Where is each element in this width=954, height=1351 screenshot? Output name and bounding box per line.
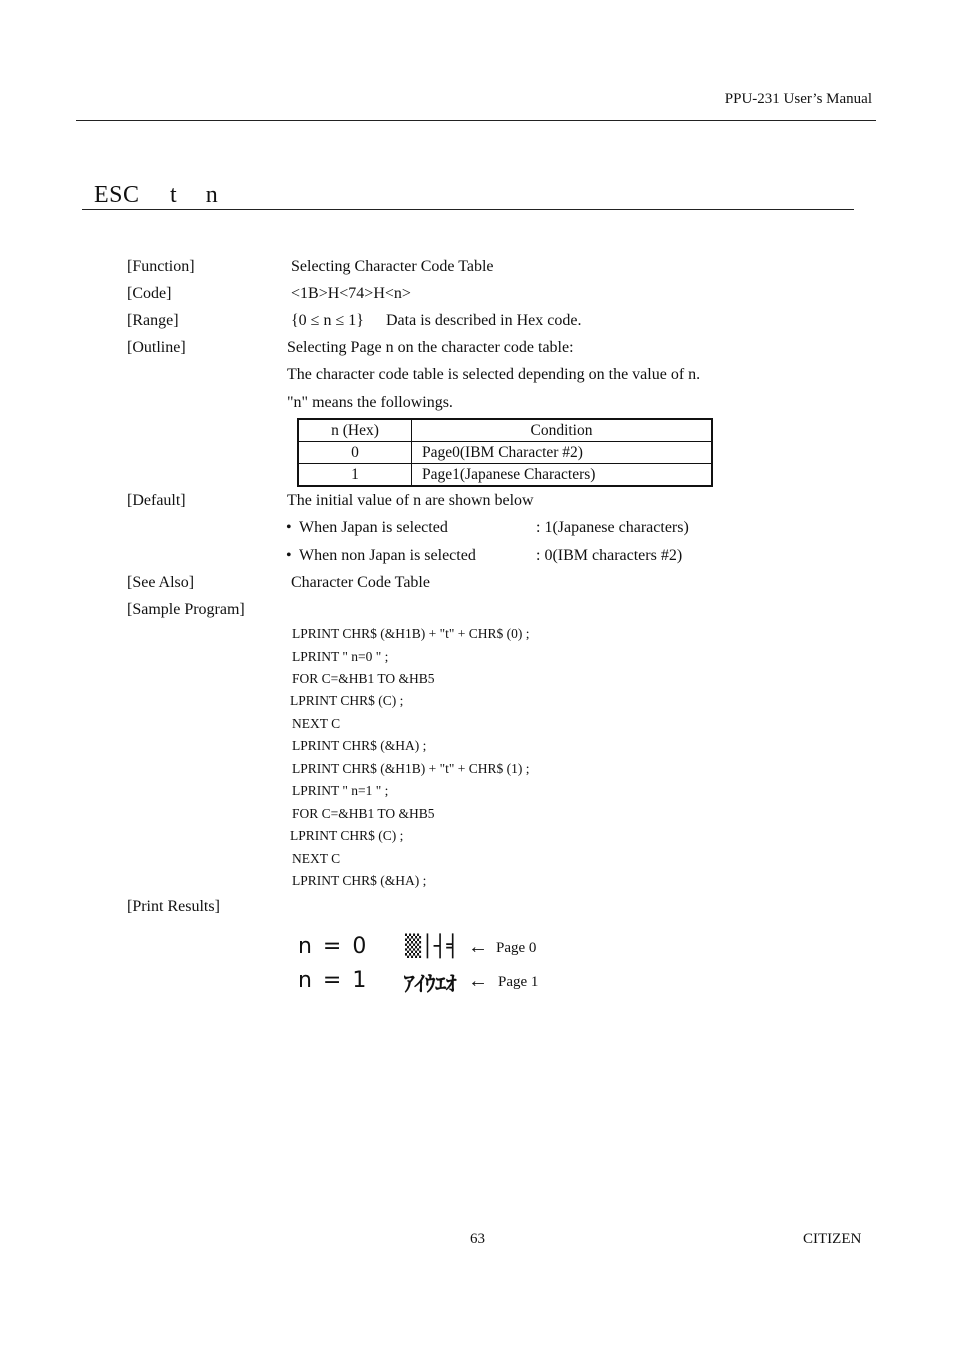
result-label-n1: n = 1 bbox=[298, 968, 369, 993]
code-line: LPRINT " n=0 " ; bbox=[292, 649, 389, 664]
title-n: n bbox=[205, 182, 219, 208]
left-arrow-icon: ← bbox=[468, 970, 488, 992]
see-also-label: [See Also] bbox=[127, 574, 195, 591]
title-t: t bbox=[170, 182, 178, 208]
code-line: LPRINT CHR$ (C) ; bbox=[290, 693, 404, 708]
code-line: FOR C=&HB1 TO &HB5 bbox=[292, 671, 435, 686]
result-page-label-1: Page 1 bbox=[498, 974, 539, 990]
table-cell-condition: Page0(IBM Character #2) bbox=[412, 442, 713, 464]
table-row bbox=[298, 464, 712, 487]
result-glyphs-page0: ▒│┤╡ bbox=[405, 934, 460, 958]
outline-line-1: Selecting Page n on the character code table: bbox=[287, 339, 574, 356]
default-value-japan: : 1(Japanese characters) bbox=[536, 519, 689, 536]
page-number: 63 bbox=[470, 1231, 485, 1247]
table-cell-n: 1 bbox=[298, 464, 412, 487]
code-line: LPRINT CHR$ (&H1B) + "t" + CHR$ (0) ; bbox=[292, 626, 530, 641]
result-glyphs-page1: ｱｲｳｴｵ bbox=[404, 972, 457, 996]
brand-name: CITIZEN bbox=[803, 1231, 862, 1247]
table-cell-condition: Page1(Japanese Characters) bbox=[412, 464, 713, 487]
sample-program-label: [Sample Program] bbox=[127, 601, 245, 618]
n-value-table bbox=[297, 418, 713, 487]
outline-line-3: "n" means the followings. bbox=[287, 394, 453, 411]
default-intro: The initial value of n are shown below bbox=[287, 492, 534, 509]
section-title bbox=[94, 182, 218, 209]
title-esc: ESC bbox=[94, 182, 140, 208]
outline-line-2: The character code table is selected depending on the value of n. bbox=[287, 366, 701, 383]
table-row bbox=[298, 442, 712, 464]
code-label: [Code] bbox=[127, 285, 172, 302]
code-line: LPRINT CHR$ (C) ; bbox=[290, 828, 404, 843]
code-line: NEXT C bbox=[292, 851, 341, 866]
bullet-icon: • bbox=[286, 547, 292, 564]
table-header-n: n (Hex) bbox=[298, 419, 412, 442]
code-line: FOR C=&HB1 TO &HB5 bbox=[292, 806, 435, 821]
table-header-row bbox=[298, 419, 712, 442]
result-page-label-0: Page 0 bbox=[496, 940, 537, 956]
code-value: <1B>H<74>H<n> bbox=[291, 285, 411, 302]
see-also-value: Character Code Table bbox=[291, 574, 430, 591]
header-rule bbox=[76, 120, 876, 121]
code-line: LPRINT CHR$ (&HA) ; bbox=[292, 738, 427, 753]
range-label: [Range] bbox=[127, 312, 179, 329]
outline-label: [Outline] bbox=[127, 339, 186, 356]
default-label: [Default] bbox=[127, 492, 186, 509]
table-header-condition: Condition bbox=[412, 419, 713, 442]
default-case-non-japan: When non Japan is selected bbox=[299, 547, 476, 564]
code-line: LPRINT CHR$ (&HA) ; bbox=[292, 873, 427, 888]
bullet-icon: • bbox=[286, 519, 292, 536]
code-line: LPRINT CHR$ (&H1B) + "t" + CHR$ (1) ; bbox=[292, 761, 530, 776]
left-arrow-icon: ← bbox=[468, 936, 488, 958]
function-value: Selecting Character Code Table bbox=[291, 258, 494, 275]
result-label-n0: n = 0 bbox=[298, 934, 369, 959]
print-results-label: [Print Results] bbox=[127, 898, 220, 915]
table-cell-n: 0 bbox=[298, 442, 412, 464]
default-value-non-japan: : 0(IBM characters #2) bbox=[536, 547, 683, 564]
range-value: {0 ≤ n ≤ 1} bbox=[291, 312, 364, 329]
range-note: Data is described in Hex code. bbox=[386, 312, 582, 329]
default-case-japan: When Japan is selected bbox=[299, 519, 448, 536]
manual-title: PPU-231 User’s Manual bbox=[724, 91, 872, 107]
title-rule bbox=[82, 209, 854, 210]
code-line: NEXT C bbox=[292, 716, 341, 731]
code-line: LPRINT " n=1 " ; bbox=[292, 783, 389, 798]
function-label: [Function] bbox=[127, 258, 195, 275]
